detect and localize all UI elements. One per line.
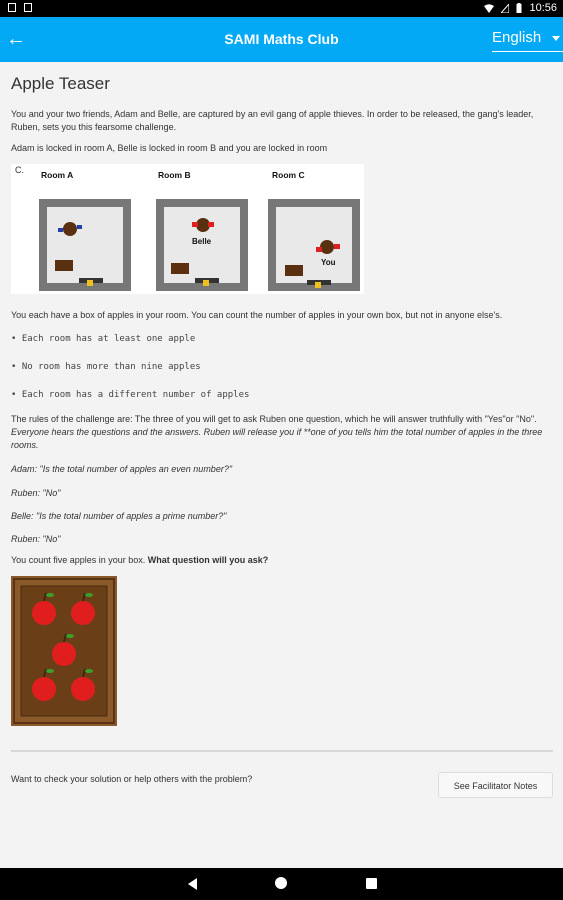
app-bar: [0, 17, 563, 62]
room-c-letter: C.: [15, 165, 24, 175]
you-label: You: [321, 258, 336, 267]
rules-paragraph: [11, 413, 553, 452]
rule-text: Each room has at least one apple: [21, 334, 196, 344]
notification-icon: [8, 3, 16, 12]
rooms-paragraph: Adam is locked in room A, Belle is locked in room B and you are locked in room: [11, 143, 328, 153]
navigation-bar: [0, 868, 563, 900]
dialogue-line: Adam: "Is the total number of apples an even number?": [11, 464, 233, 474]
app-title: SAMI Maths Club: [224, 31, 339, 47]
room-a: [39, 170, 131, 291]
status-bar: [0, 0, 563, 17]
battery-icon: [516, 3, 522, 13]
divider: [11, 750, 553, 752]
rooms-illustration: [11, 164, 364, 294]
rooms-diagram: [11, 164, 364, 294]
rule-item: • Each room has at least one apple: [11, 334, 196, 344]
rules-italic-text: Everyone hears the questions and the answers. Ruben will release you if **one of you tells him the total number of apples in the three rooms.: [11, 427, 543, 450]
facilitator-notes-button[interactable]: See Facilitator Notes: [438, 772, 553, 798]
dropdown-arrow-icon: [552, 36, 560, 41]
status-time: 10:56: [529, 2, 557, 14]
room-a-label: Room A: [41, 170, 74, 180]
select-underline: [492, 51, 563, 52]
dialogue-line: Belle: "Is the total number of apples a prime number?": [11, 511, 227, 521]
room-b-label: Room B: [158, 170, 191, 180]
back-arrow-icon[interactable]: ←: [6, 28, 26, 50]
lock-icon: [87, 280, 93, 286]
room-c: [268, 170, 360, 291]
question-text: What question will you ask?: [147, 555, 269, 565]
nav-recents-icon[interactable]: [366, 878, 377, 889]
apple-crate-image: [11, 576, 117, 726]
apple-box: [285, 265, 303, 276]
wifi-icon: [484, 4, 494, 13]
page-title: Apple Teaser: [11, 74, 110, 93]
nav-home-icon[interactable]: [275, 877, 287, 889]
count-paragraph: [11, 554, 553, 567]
dialogue-line: Ruben: "No": [11, 534, 61, 544]
belle-figure: [196, 218, 210, 232]
rules-text: The rules of the challenge are: The three of you will get to ask Ruben one question, which he will answer truthfully with "Yes"or "No".: [11, 414, 537, 424]
count-text: You count five apples in your box.: [11, 555, 148, 565]
room-b: [156, 170, 248, 291]
signal-off-icon: [501, 4, 509, 13]
main-content: [0, 62, 563, 868]
rule-item: • No room has more than nine apples: [11, 362, 201, 372]
language-value: English: [492, 29, 542, 46]
adam-figure: [63, 222, 77, 236]
room-c-label: Room C: [272, 170, 305, 180]
apple-crate-drawing: [11, 576, 117, 726]
dialogue-line: Ruben: "No": [11, 488, 61, 498]
apple-box: [55, 260, 73, 271]
rule-text: No room has more than nine apples: [21, 362, 201, 372]
rule-item: • Each room has a different number of apples: [11, 390, 250, 400]
belle-label: Belle: [192, 237, 212, 246]
footer-text: Want to check your solution or help others with the problem?: [11, 774, 253, 784]
you-figure: [320, 240, 334, 254]
intro-paragraph: You and your two friends, Adam and Belle, are captured by an evil gang of apple thieves. In order to be released, the gang's leader, Ruben, sets you this fearsome challenge.: [11, 109, 534, 132]
boxes-paragraph: You each have a box of apples in your room. You can count the number of apples in your own box, but not in anyone else's.: [11, 310, 503, 320]
notification-icon: [24, 3, 32, 12]
language-select[interactable]: [492, 27, 563, 53]
apple-box: [171, 263, 189, 274]
rule-text: Each room has a different number of apples: [21, 390, 250, 400]
nav-back-icon[interactable]: [188, 878, 197, 890]
lock-icon: [315, 282, 321, 288]
lock-icon: [203, 280, 209, 286]
